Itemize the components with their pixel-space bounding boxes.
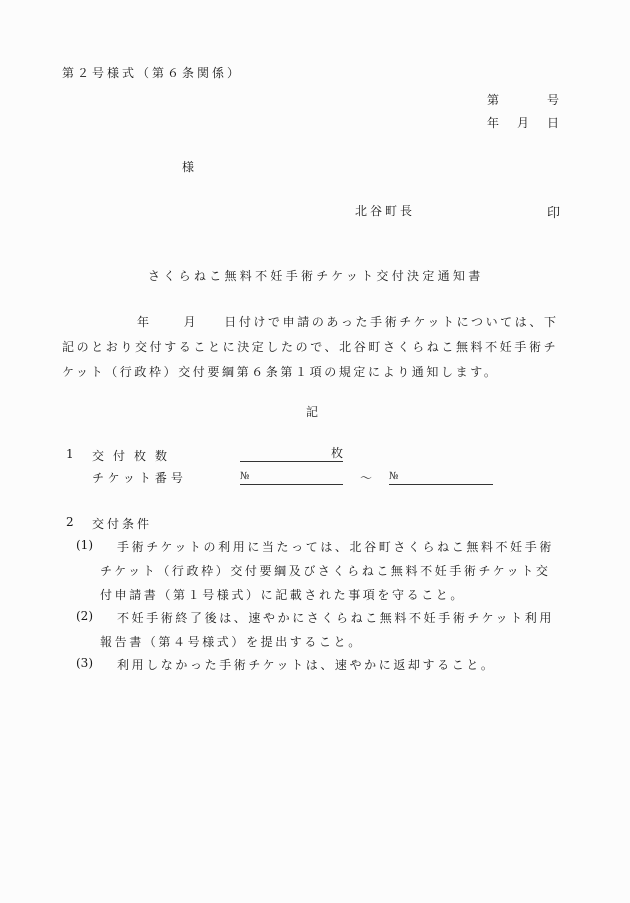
condition-3-line-1: 利用しなかった手術チケットは、速やかに返却すること。 xyxy=(117,658,496,672)
addressee-suffix: 様 xyxy=(182,160,195,174)
ticket-from-prefix: № xyxy=(240,471,250,482)
body-line-2: 記のとおり交付することに決定したので、北谷町さくらねこ無料不妊手術チ xyxy=(62,340,559,354)
range-separator: ～ xyxy=(360,471,373,485)
ticket-to-prefix: № xyxy=(389,471,399,482)
condition-1-line-2: チケット（行政枠）交付要綱及びさくらねこ無料不妊手術チケット交 xyxy=(100,564,551,578)
body-line-1 xyxy=(62,310,562,335)
date-year: 年 xyxy=(487,116,500,130)
ticket-from-field[interactable] xyxy=(240,468,343,485)
condition-2-marker: (2) xyxy=(76,609,93,623)
ki-heading: 記 xyxy=(306,405,319,419)
body-month: 月 xyxy=(183,315,199,329)
number-suffix: 号 xyxy=(547,93,560,107)
count-field[interactable] xyxy=(240,446,343,462)
body-line-3: ケット（行政枠）交付要綱第６条第１項の規定により通知します。 xyxy=(62,365,499,379)
body-line-1-text: 日付けで申請のあった手術チケットについては、下 xyxy=(224,315,559,329)
document-title: さくらねこ無料不妊手術チケット交付決定通知書 xyxy=(148,269,484,283)
count-label: 交付枚数 xyxy=(92,449,177,463)
body-year: 年 xyxy=(137,315,152,329)
section2-number: 2 xyxy=(66,515,74,529)
condition-2-line-2: 報告書（第４号様式）を提出すること。 xyxy=(100,635,363,649)
form-label: 第２号様式（第６条関係） xyxy=(62,66,243,80)
body-paragraph xyxy=(62,310,562,385)
condition-1-line-3: 付申請書（第１号様式）に記載された事項を守ること。 xyxy=(100,588,466,602)
condition-1-marker: (1) xyxy=(76,538,93,552)
ticket-from-underline[interactable] xyxy=(240,469,343,485)
ticket-to-field[interactable] xyxy=(389,468,493,485)
sender-name: 北谷町長 xyxy=(355,204,416,218)
condition-2-line-1: 不妊手術終了後は、速やかにさくらねこ無料不妊手術チケット利用 xyxy=(117,611,554,625)
count-unit: 枚 xyxy=(330,446,343,460)
count-underline[interactable] xyxy=(240,446,343,462)
date-day: 日 xyxy=(547,116,560,130)
number-prefix: 第 xyxy=(487,93,500,107)
ticket-to-underline[interactable] xyxy=(389,469,493,485)
ticket-label: チケット番号 xyxy=(92,471,187,485)
section1-number: 1 xyxy=(66,447,74,461)
date-month: 月 xyxy=(517,116,530,130)
seal-mark: 印 xyxy=(547,206,561,221)
section2-heading: 交付条件 xyxy=(92,517,153,531)
condition-1-line-1: 手術チケットの利用に当たっては、北谷町さくらねこ無料不妊手術 xyxy=(117,540,554,554)
condition-3-marker: (3) xyxy=(76,656,93,670)
